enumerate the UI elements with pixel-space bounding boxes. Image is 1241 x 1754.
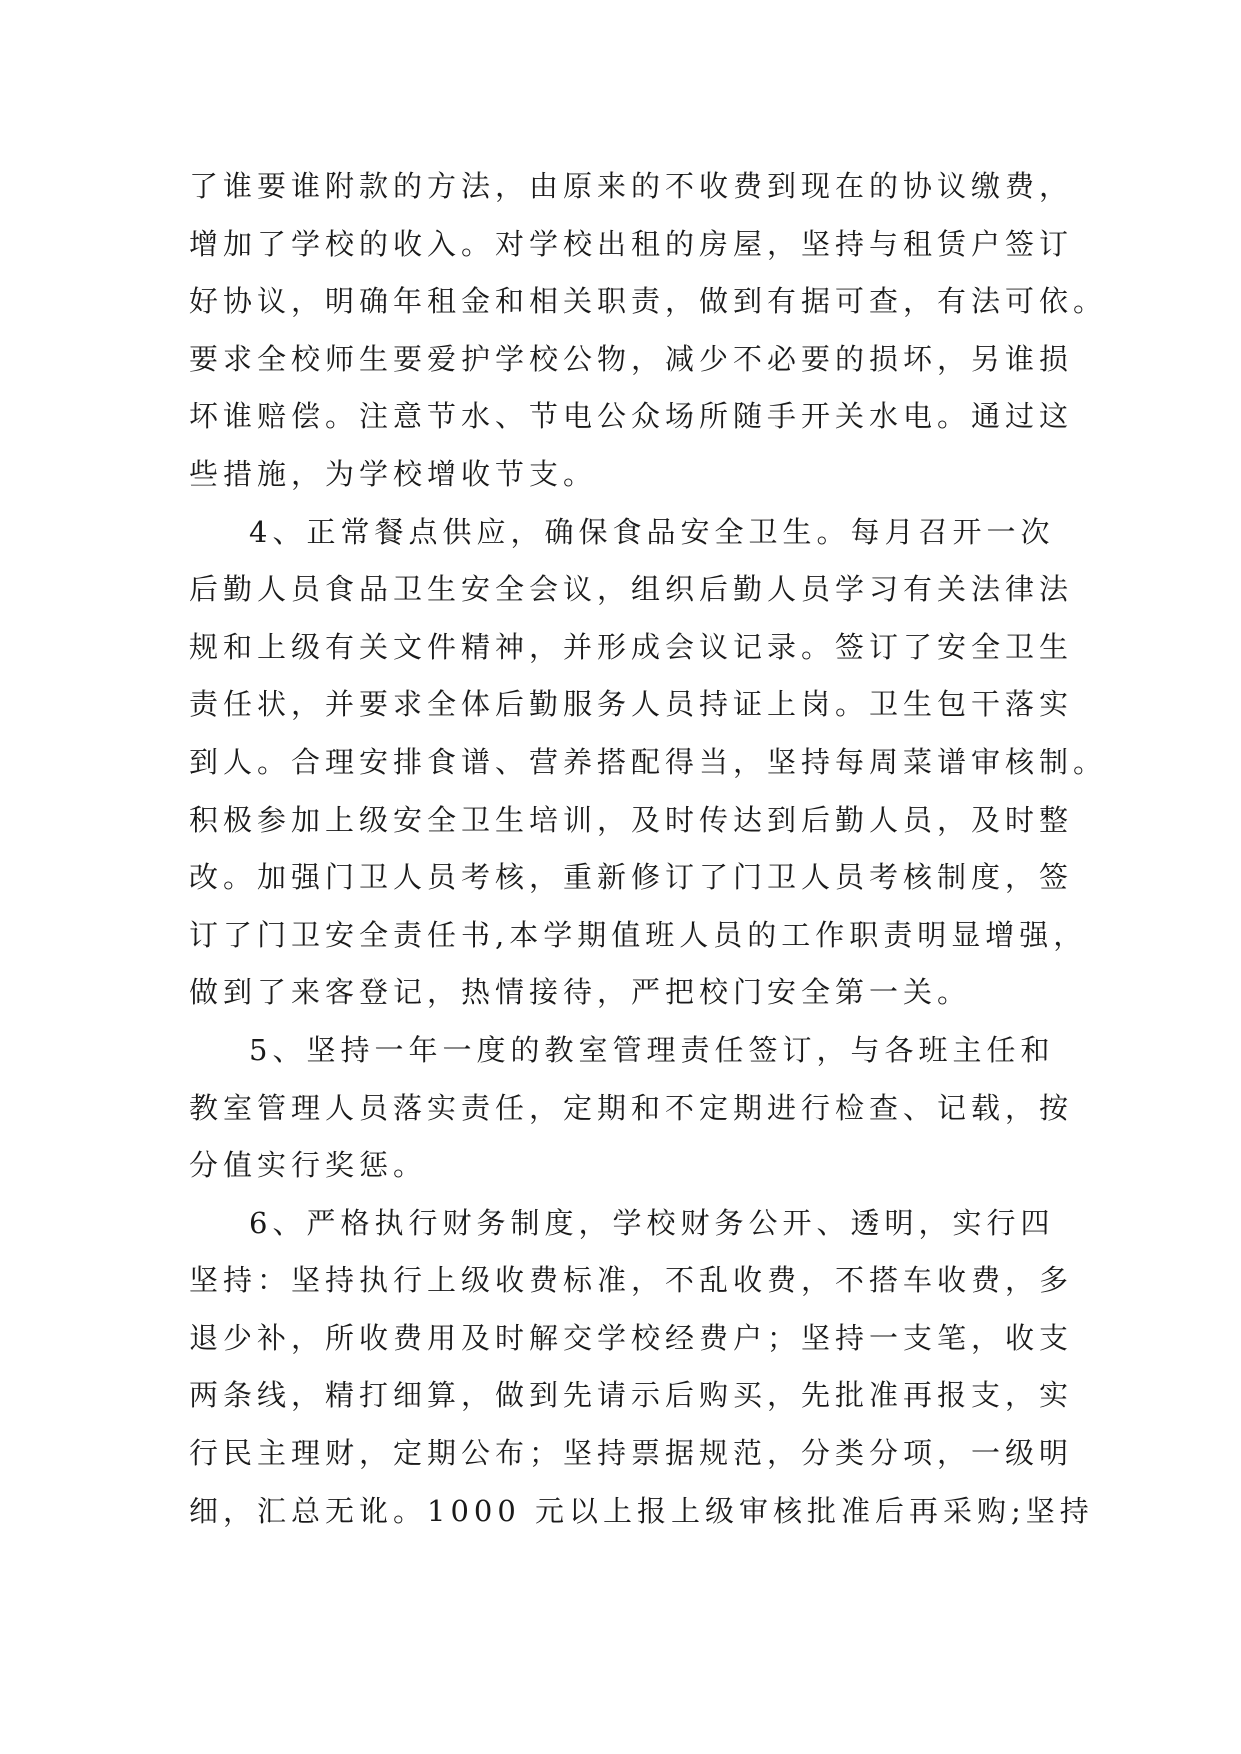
text-line: 订了门卫安全责任书,本学期值班人员的工作职责明显增强， [189, 917, 1088, 952]
text-line: 后勤人员食品卫生安全会议，组织后勤人员学习有关法律法 [189, 572, 1074, 607]
paragraph-first-line: 6、严格执行财务制度，学校财务公开、透明，实行四 [249, 1205, 1055, 1240]
text-line: 增加了学校的收入。对学校出租的房屋，坚持与租赁户签订 [189, 226, 1074, 261]
text-line: 到人。合理安排食谱、营养搭配得当，坚持每周菜谱审核制。 [189, 744, 1108, 779]
text-line: 了谁要谁附款的方法，由原来的不收费到现在的协议缴费， [189, 169, 1074, 203]
document-body [189, 158, 1108, 1540]
text-line: 好协议，明确年租金和相关职责，做到有据可查，有法可依。 [189, 284, 1108, 319]
text-line: 责任状，并要求全体后勤服务人员持证上岗。卫生包干落实 [189, 687, 1074, 722]
text-line: 做到了来客登记，热情接待，严把校门安全第一关。 [189, 975, 972, 1010]
paragraph-first-line: 4、正常餐点供应，确保食品安全卫生。每月召开一次 [249, 514, 1055, 549]
text-line: 坏谁赔偿。注意节水、节电公众场所随手开关水电。通过这 [189, 399, 1074, 434]
text-line: 规和上级有关文件精神，并形成会议记录。签订了安全卫生 [189, 629, 1074, 664]
paragraph-first-line: 5、坚持一年一度的教室管理责任签订，与各班主任和 [249, 1032, 1055, 1067]
text-line: 行民主理财，定期公布；坚持票据规范，分类分项，一级明 [189, 1436, 1074, 1471]
text-line: 积极参加上级安全卫生培训，及时传达到后勤人员，及时整 [189, 802, 1074, 837]
text-line: 坚持：坚持执行上级收费标准，不乱收费，不搭车收费，多 [189, 1263, 1074, 1298]
text-line: 教室管理人员落实责任，定期和不定期进行检查、记载，按 [189, 1090, 1074, 1125]
text-line: 细，汇总无讹。1000 元以上报上级审核批准后再采购;坚持 [189, 1493, 1094, 1528]
text-line: 些措施，为学校增收节支。 [189, 456, 598, 491]
text-line: 要求全校师生要爱护学校公物，减少不必要的损坏，另谁损 [189, 341, 1074, 376]
text-line: 退少补，所收费用及时解交学校经费户；坚持一支笔，收支 [189, 1320, 1074, 1355]
text-line: 分值实行奖惩。 [189, 1148, 428, 1183]
text-line: 改。加强门卫人员考核，重新修订了门卫人员考核制度，签 [189, 860, 1074, 895]
text-line: 两条线，精打细算，做到先请示后购买，先批准再报支，实 [189, 1378, 1074, 1413]
